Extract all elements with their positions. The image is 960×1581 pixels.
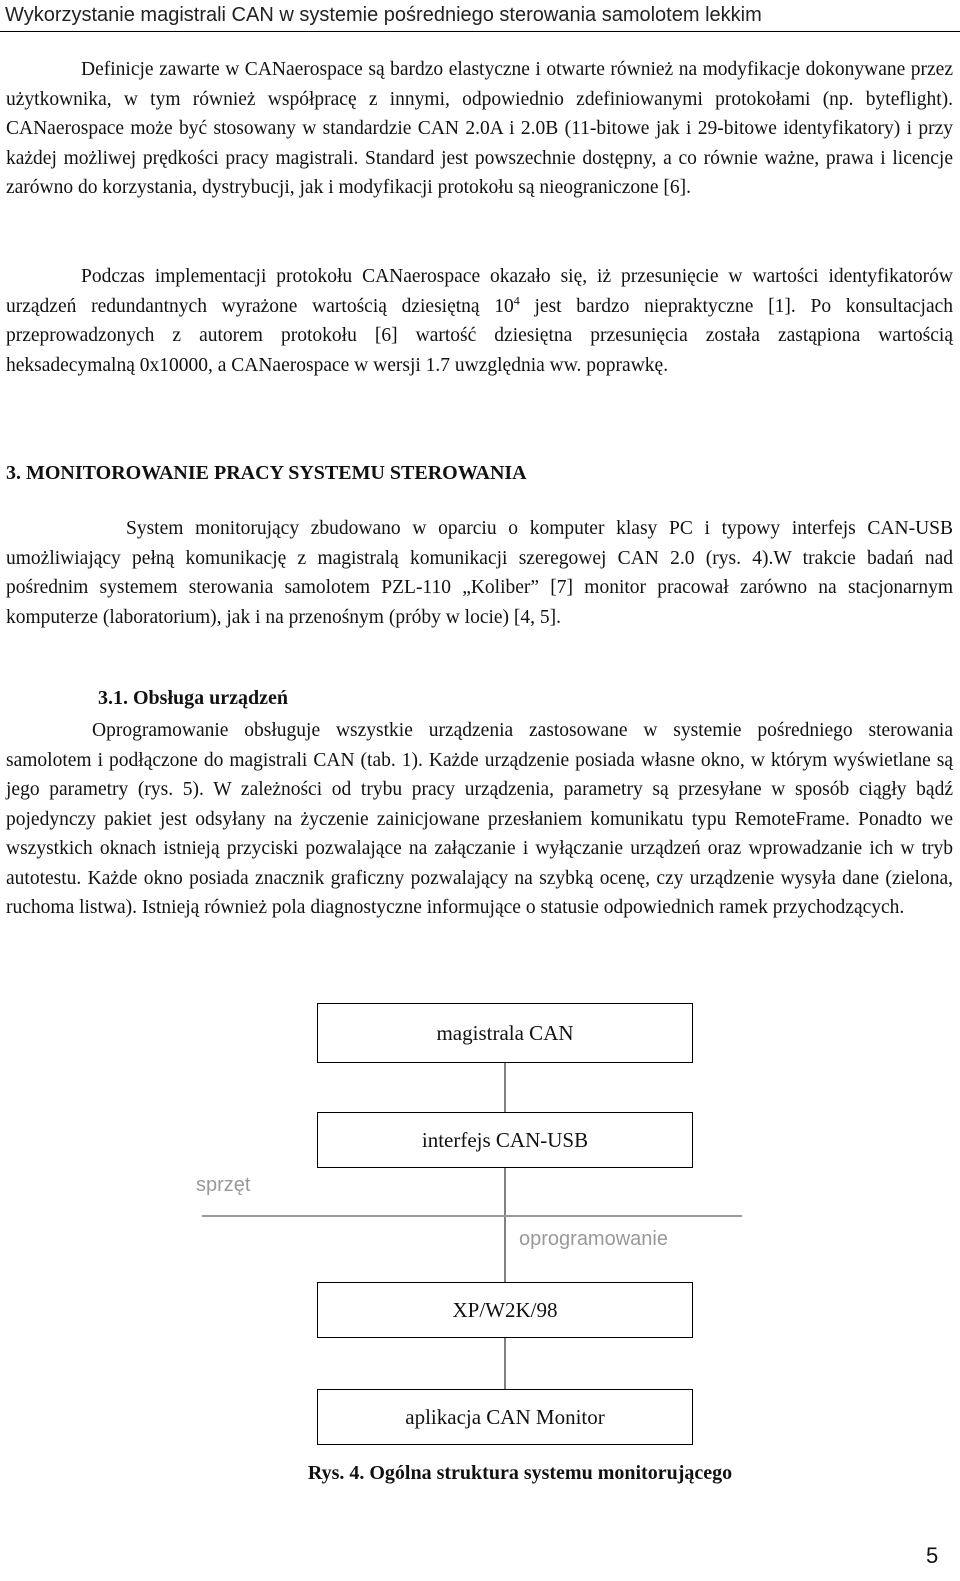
section-heading: 3. MONITOROWANIE PRACY SYSTEMU STEROWANIA [6, 462, 527, 484]
page-number: 5 [926, 1543, 939, 1568]
box-operating-system: XP/W2K/98 [317, 1282, 693, 1338]
paragraph-4-text: Oprogramowanie obsługuje wszystkie urządzenia zastosowane w systemie pośredniego sterowania samolotem i podłączone do magistrali CAN (tab. 1). Każde urządzenie posiada własne okno, w którym wyświetlane są jego parametry (rys. 5). W zależności od trybu pracy urządzenia, parametry są przesyłane w sposób ciągły bądź pojedynczy pakiet jest odsyłany na życzenie zainicjowane przesłaniem komunikatu typu RemoteFrame. Ponadto we wszystkich oknach istnieją przyciski pozwalające na załączanie i wyłączanie urządzeń oraz wprowadzanie ich w tryb autotestu. Każde okno posiada znacznik graficzny pozwalający na szybką ocenę, czy urządzenie wysyła dane (zielona, ruchoma listwa). Istnieją również pola diagnostyczne informujące o statusie odpowiednich ramek przychodzących. [6, 720, 953, 918]
subsection-heading: 3.1. Obsługa urządzeń [98, 687, 289, 709]
figure-caption: Rys. 4. Ogólna struktura systemu monitorującego [307, 1462, 733, 1484]
paragraph-4 [6, 716, 953, 923]
box-can-monitor-app: aplikacja CAN Monitor [317, 1389, 693, 1445]
paragraph-1 [6, 55, 953, 203]
paragraph-3-text: System monitorujący zbudowano w oparciu o komputer klasy PC i typowy interfejs CAN-USB umożliwiający pełną komunikację z magistralą komunikacji szeregowej CAN 2.0 (rys. 4).W trakcie badań nad pośrednim systemem sterowania samolotem PZL-110 „Koliber” [7] monitor pracował zarówno na stacjonarnym komputerze (laboratorium), jak i na przenośnym (próby w locie) [4, 5]. [6, 518, 953, 628]
paragraph-2-text-b: jest bardzo niepraktyczne [1]. Po konsultacjach przeprowadzonych z autorem protokołu [6] wartość dziesiętna przesunięcia została zastąpiona wartością heksadecymalną 0x10000, a CANaerospace w wersji 1.7 uwzględnia ww. poprawkę. [6, 295, 953, 376]
label-hardware: sprzęt [196, 1174, 251, 1196]
box-interfejs-can-usb: interfejs CAN-USB [317, 1112, 693, 1168]
header-rule [0, 31, 960, 32]
label-software: oprogramowanie [519, 1228, 668, 1250]
paragraph-1-text: Definicje zawarte w CANaerospace są bardzo elastyczne i otwarte również na modyfikacje dokonywane przez użytkownika, w tym również współpracę z innymi, odpowiednio zdefiniowanymi protokołami (np. byteflight). CANaerospace może być stosowany w standardzie CAN 2.0A i 2.0B (11-bitowe jak i 29-bitowe identyfikatory) i przy każdej możliwej prędkości pracy magistrali. Standard jest powszechnie dostępny, a co równie ważne, prawa i licencje zarówno do korzystania, dystrybucji, jak i modyfikacji protokołu są nieograniczone [6]. [6, 59, 953, 198]
superscript-exponent: 4 [513, 293, 520, 307]
paragraph-3 [6, 514, 953, 632]
box-magistrala-can: magistrala CAN [317, 1003, 693, 1063]
paragraph-2 [6, 262, 953, 380]
running-header: Wykorzystanie magistrali CAN w systemie pośredniego sterowania samolotem lekkim [5, 4, 762, 26]
paragraph-2-text-a: Podczas implementacji protokołu CANaerospace okazało się, iż przesunięcie w wartości identyfikatorów urządzeń redundantnych wyrażone wartością dziesiętną 10 [6, 266, 953, 317]
